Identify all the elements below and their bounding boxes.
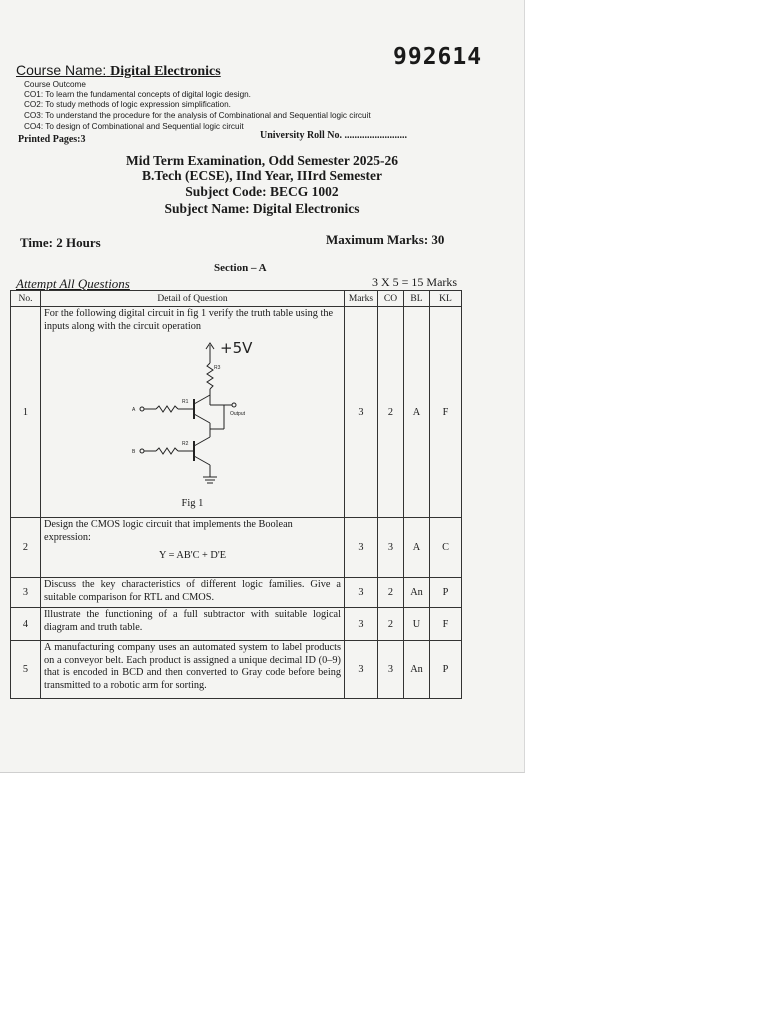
question-marks: 3 [345,641,378,699]
question-kl: P [430,641,462,699]
r3-label: R3 [214,365,221,371]
question-marks: 3 [345,518,378,578]
output-label: Output [230,411,246,417]
question-row-1 [11,307,462,518]
question-co: 2 [378,307,404,518]
outcome-co1: CO1: To learn the fundamental concepts of digital logic design. [24,90,251,99]
question-no: 4 [11,608,41,641]
question-text: For the following digital circuit in fig 1 verify the truth table using the inputs along with the circuit operation [44,308,334,332]
supply-label: +5V [220,339,253,357]
question-no: 3 [11,578,41,608]
question-bl: A [404,518,430,578]
question-text: Illustrate the functioning of a full subtractor with suitable logical diagram and truth table. [41,608,345,641]
question-detail [41,518,345,578]
question-table [10,290,462,699]
header-kl: KL [430,291,462,307]
paper-code: 992614 [393,44,483,70]
question-bl: U [404,608,430,641]
question-marks: 3 [345,608,378,641]
question-no: 2 [11,518,41,578]
table-header-row [11,291,462,307]
question-text: Discuss the key characteristics of different logic families. Give a suitable comparison for RTL and CMOS. [41,578,345,608]
question-text: Design the CMOS logic circuit that implements the Boolean expression: [44,519,293,543]
roll-number: University Roll No. ......................... [260,130,407,141]
circuit-figure [44,333,344,491]
resistor-r3-icon [207,363,213,389]
outcome-co3: CO3: To understand the procedure for the analysis of Combinational and Sequential logic circuit [24,111,371,120]
question-co: 3 [378,518,404,578]
max-marks: Maximum Marks: 30 [326,232,445,247]
resistor-r2-icon [156,448,178,454]
exam-time: Time: 2 Hours [20,235,101,250]
figure-caption: Fig 1 [181,497,204,509]
question-kl: F [430,307,462,518]
transistor-2-emitter [194,456,210,465]
header-no: No. [11,291,41,307]
question-co: 2 [378,608,404,641]
header-marks: Marks [345,291,378,307]
transistor-1-collector [194,395,210,404]
subject-name: Subject Name: Digital Electronics [164,201,360,216]
transistor-1-emitter [194,414,210,423]
question-bl: A [404,307,430,518]
header-detail: Detail of Question [41,291,345,307]
outcome-co4: CO4: To design of Combinational and Sequential logic circuit [24,122,244,131]
question-kl: C [430,518,462,578]
instruction: Attempt All Questions [16,276,130,291]
subject-code: Subject Code: BECG 1002 [185,184,339,199]
question-detail [41,307,345,518]
outcome-co2: CO2: To study methods of logic expression simplification. [24,100,231,109]
input-b-terminal-icon [140,449,144,453]
printed-pages: Printed Pages:3 [18,134,86,145]
outcome-title: Course Outcome [24,80,86,89]
r2-label: R2 [182,441,189,447]
question-co: 3 [378,641,404,699]
question-text: A manufacturing company uses an automated system to label products on a conveyor belt. Each product is assigned a unique decimal ID (0–9) that is encoded in BCD and then converted to Gray code before being transmitted to a robotic arm for sorting. [41,641,345,699]
question-marks: 3 [345,307,378,518]
course-name: Digital Electronics [110,64,221,79]
resistor-r1-icon [156,406,178,412]
question-row-5 [11,641,462,699]
question-no: 5 [11,641,41,699]
question-bl: An [404,641,430,699]
question-no: 1 [11,307,41,518]
question-kl: P [430,578,462,608]
question-row-4 [11,608,462,641]
r1-label: R1 [182,399,189,405]
input-b-label: B [132,449,136,455]
question-row-3 [11,578,462,608]
question-co: 2 [378,578,404,608]
program-line: B.Tech (ECSE), IInd Year, IIIrd Semester [141,168,383,183]
header-co: CO [378,291,404,307]
output-terminal-icon [232,403,236,407]
question-kl: F [430,608,462,641]
transistor-2-collector [194,437,210,446]
boolean-expression: Y = AB'C + D'E [158,550,226,561]
input-a-label: A [132,407,136,413]
question-bl: An [404,578,430,608]
section-title: Section – A [214,262,267,274]
question-row-2 [11,518,462,578]
course-heading [16,62,221,80]
header-bl: BL [404,291,430,307]
input-a-terminal-icon [140,407,144,411]
course-label: Course Name: [16,62,107,78]
marks-summary: 3 X 5 = 15 Marks [372,275,458,289]
exam-title: Mid Term Examination, Odd Semester 2025-26 [125,153,398,168]
question-marks: 3 [345,578,378,608]
